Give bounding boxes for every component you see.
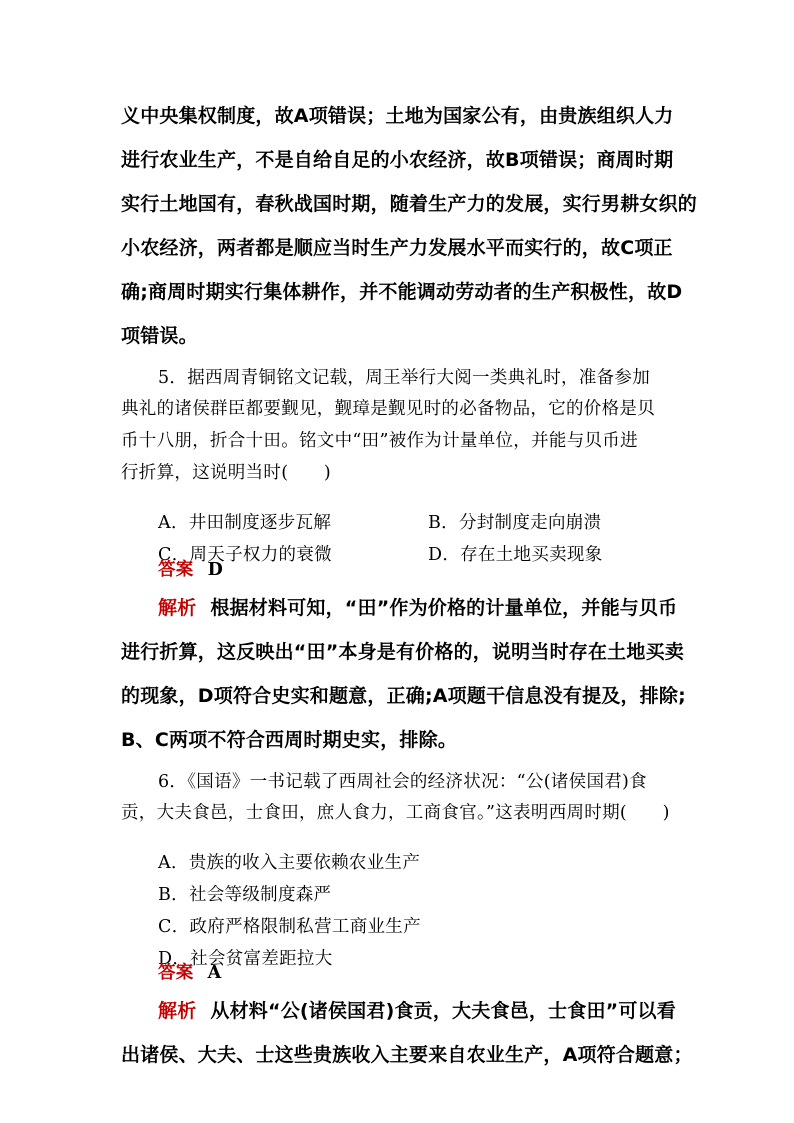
q6-option-d: D．社会贫富差距拉大 [158, 948, 333, 969]
q5-option-b: B．分封制度走向崩溃 [428, 512, 602, 533]
q5-option-a: A．井田制度逐步瓦解 [158, 512, 332, 533]
prev-explanation-line-3: 实行土地国有，春秋战国时期，随着生产力的发展，实行男耕女织的 [121, 193, 698, 215]
q6-stem-line-1: 6．《国语》一书记载了西周社会的经济状况：“公(诸侯国君)食 [158, 772, 647, 792]
q6-explanation-text-1: 从材料“公(诸侯国君)食贡，大夫食邑，士食田”可以看 [210, 1000, 676, 1022]
prev-explanation-line-2: 进行农业生产，不是自给自足的小农经济，故B项错误；商周时期 [121, 149, 674, 171]
q5-explanation-line-1 [158, 593, 677, 620]
answer-value: D [207, 560, 224, 580]
q6-stem-line-2: 贡，大夫食邑，士食田，庶人食力，工商食官。”这表明西周时期( ) [121, 803, 670, 823]
prev-explanation-line-1: 义中央集权制度，故A项错误；土地为国家公有，由贵族组织人力 [121, 105, 674, 127]
prev-explanation-line-4: 小农经济，两者都是顺应当时生产力发展水平而实行的，故C项正 [121, 237, 673, 259]
explanation-label: 解析 [158, 597, 197, 619]
answer-label: 答案 [158, 963, 194, 983]
q5-stem-line-3: 币十八朋，折合十田。铭文中“田”被作为计量单位，并能与贝币进 [121, 431, 638, 451]
q5-explanation-text-1: 根据材料可知，“田”作为价格的计量单位，并能与贝币 [210, 597, 678, 619]
prev-explanation-line-6: 项错误。 [121, 325, 198, 347]
q5-answer [158, 556, 223, 581]
q6-option-a: A．贵族的收入主要依赖农业生产 [158, 852, 421, 873]
q6-explanation-line-2: 出诸侯、大夫、士这些贵族收入主要来自农业生产，A项符合题意； [121, 1044, 693, 1066]
answer-label: 答案 [158, 560, 194, 580]
q5-stem-line-1: 5．据西周青铜铭文记载，周王举行大阅一类典礼时，准备参加 [158, 368, 651, 388]
q6-option-c: C．政府严格限制私营工商业生产 [158, 916, 421, 937]
q5-explanation-line-4: B、C两项不符合西周时期史实，排除。 [121, 729, 458, 751]
q5-option-d: D．存在土地买卖现象 [428, 544, 603, 565]
answer-value: A [207, 963, 222, 983]
q5-stem-line-4: 行折算，这说明当时( ) [121, 463, 332, 483]
prev-explanation-line-5: 确;商周时期实行集体耕作，并不能调动劳动者的生产积极性，故D [121, 281, 683, 303]
q5-explanation-line-3: 的现象，D项符合史实和题意，正确;A项题干信息没有提及，排除; [121, 685, 686, 707]
q5-explanation-line-2: 进行折算，这反映出“田”本身是有价格的，说明当时存在土地买卖 [121, 641, 684, 663]
q5-stem-line-2: 典礼的诸侯群臣都要觐见，觐璋是觐见时的必备物品，它的价格是贝 [121, 399, 655, 419]
explanation-label: 解析 [158, 1000, 197, 1022]
q6-explanation-line-1 [158, 996, 676, 1023]
q5-option-c: C．周天子权力的衰微 [158, 544, 332, 565]
q6-answer [158, 959, 222, 984]
q6-option-b: B．社会等级制度森严 [158, 884, 332, 905]
